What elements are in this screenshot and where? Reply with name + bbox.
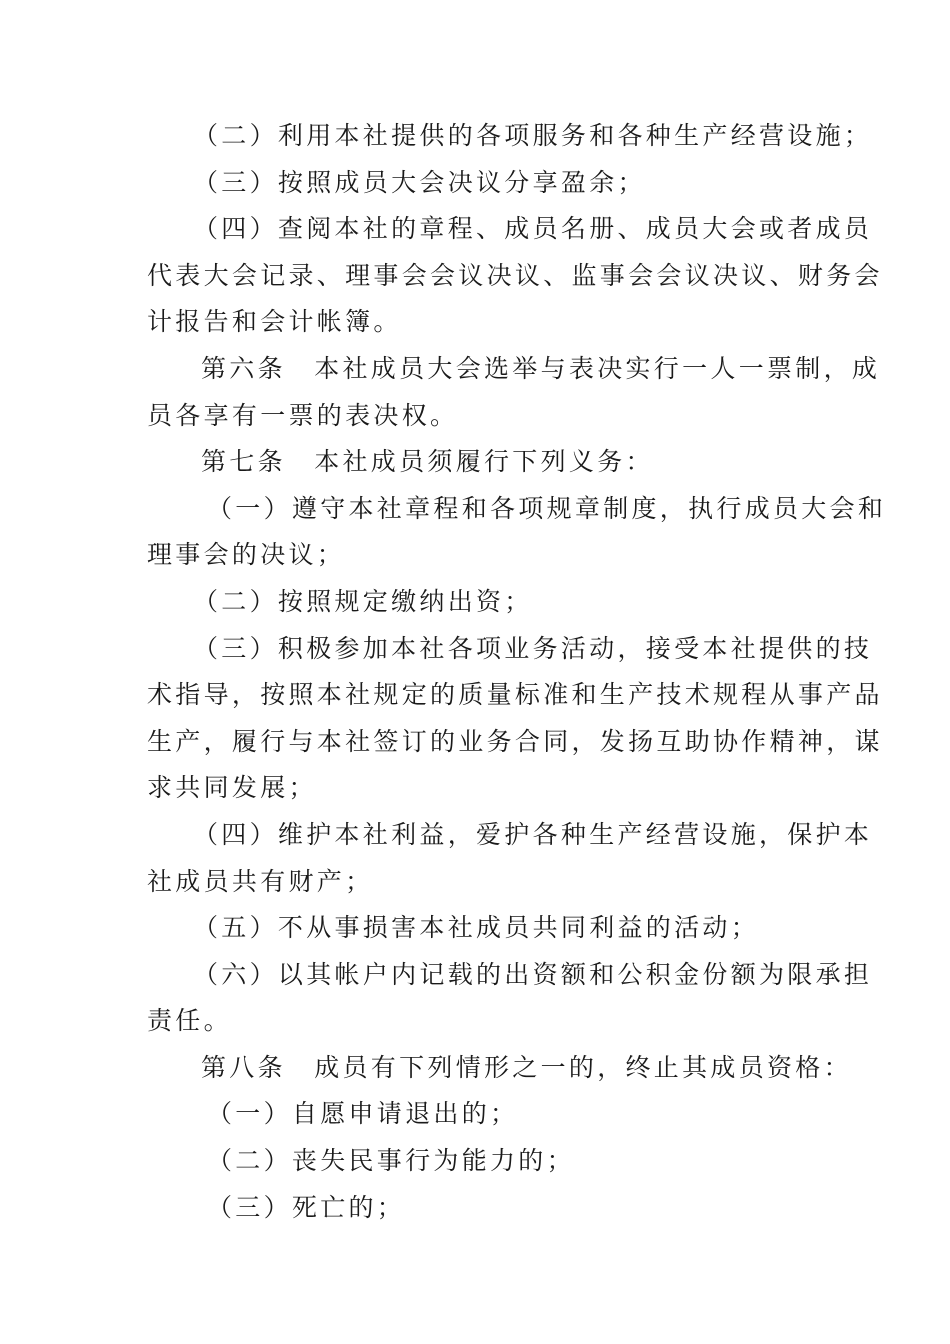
- text-line: 理事会的决议；: [147, 540, 346, 570]
- text-line: 责任。: [147, 1006, 232, 1036]
- text-line: （三）积极参加本社各项业务活动，接受本社提供的技: [193, 633, 873, 663]
- text-line: （二）丧失民事行为能力的；: [207, 1146, 575, 1176]
- text-line: 员各享有一票的表决权。: [147, 400, 459, 430]
- text-line: 第六条 本社成员大会选举与表决实行一人一票制，成: [201, 353, 881, 383]
- text-line: 社成员共有财产；: [147, 866, 374, 896]
- text-line: （一）遵守本社章程和各项规章制度，执行成员大会和: [207, 493, 887, 523]
- text-line: （三）死亡的；: [207, 1192, 406, 1222]
- text-line: 生产，履行与本社签订的业务合同，发扬互助协作精神，谋: [147, 726, 883, 756]
- text-line: 术指导，按照本社规定的质量标准和生产技术规程从事产品: [147, 680, 883, 710]
- text-line: （二）利用本社提供的各项服务和各种生产经营设施；: [193, 121, 873, 150]
- text-line: （一）自愿申请退出的；: [207, 1099, 519, 1129]
- text-line: （六）以其帐户内记载的出资额和公积金份额为限承担: [193, 959, 873, 989]
- text-line: （四）维护本社利益，爱护各种生产经营设施，保护本: [193, 819, 873, 849]
- text-line: （二）按照规定缴纳出资；: [193, 586, 533, 616]
- text-line: 第七条 本社成员须履行下列义务：: [201, 447, 654, 477]
- text-line: 求共同发展；: [147, 773, 317, 803]
- text-line: 第八条 成员有下列情形之一的，终止其成员资格：: [201, 1052, 852, 1082]
- text-line: 计报告和会计帐簿。: [147, 307, 402, 337]
- text-line: 代表大会记录、理事会会议决议、监事会会议决议、财务会: [147, 260, 883, 290]
- text-line: （四）查阅本社的章程、成员名册、成员大会或者成员: [193, 214, 873, 244]
- document-body: [147, 113, 887, 1231]
- text-line: （五）不从事损害本社成员共同利益的活动；: [193, 913, 760, 943]
- text-line: （三）按照成员大会决议分享盈余；: [193, 167, 646, 197]
